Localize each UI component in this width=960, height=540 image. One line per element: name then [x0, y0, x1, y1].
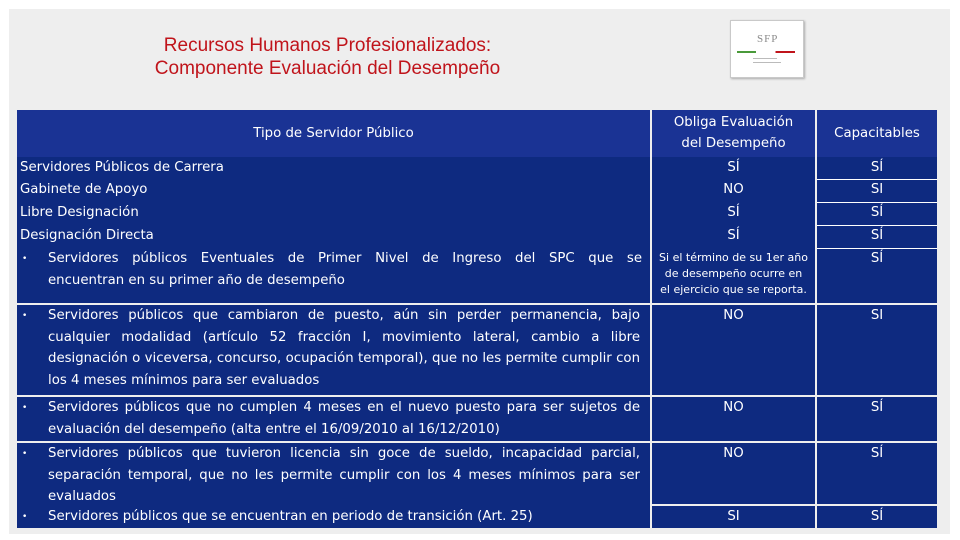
header-col2-cell [652, 110, 815, 157]
cap-row7: SÍ [870, 400, 884, 415]
header-obliga-line1: Obliga Evaluación [673, 115, 794, 130]
row8-col3 [817, 443, 937, 504]
logo-subline [753, 62, 781, 63]
bullet-icon: • [22, 512, 28, 522]
row6-text: Servidores públicos que cambiaron de puesto, aún sin perder permanencia, bajo cualquier modalidad (artículo 52 fracción I, movimiento lateral, cambio a libre designación o viceversa, concurso, ocupación temporal), que no les permite cumplir con los 4 meses mínimos para ser evaluados [48, 308, 640, 388]
cap-row9: SÍ [870, 509, 884, 524]
row9-col2 [652, 506, 815, 528]
row-divider [817, 202, 937, 203]
row9-col3 [817, 506, 937, 528]
row9-text: Servidores públicos que se encuentran en periodo de transición (Art. 25) [48, 509, 533, 524]
cap-carrera: SÍ [870, 160, 884, 175]
header-obliga-line2: del Desempeño [681, 136, 786, 151]
obliga-row7: NO [723, 400, 744, 415]
cap-directa: SÍ [870, 228, 884, 243]
bullet-icon: • [22, 311, 28, 321]
obliga-eventuales-line2: de desempeño ocurre en [664, 267, 803, 280]
logo-text: SFP [757, 33, 779, 45]
obliga-row6: NO [723, 308, 744, 323]
row7-col2 [652, 397, 815, 441]
obliga-libre: SÍ [727, 205, 740, 220]
header-tipo: Tipo de Servidor Público [253, 126, 414, 141]
row8-text: Servidores públicos que tuvieron licencia sin goce de sueldo, incapacidad parcial, separación temporal, que no les permite cumplir con los 4 meses mínimos para ser evaluados [48, 446, 640, 504]
bullet-icon: • [22, 403, 28, 413]
sfp-logo [730, 20, 804, 78]
bullet-icon: • [22, 254, 28, 264]
row-label-gabinete: Gabinete de Apoyo [20, 182, 148, 197]
title-line-2: Componente Evaluación del Desempeño [154, 58, 501, 79]
row5-line2: encuentran en su primer año de desempeño [48, 273, 345, 288]
rows-block-a-col1 [17, 157, 650, 303]
obliga-eventuales-line1: Si el término de su 1er año [659, 251, 808, 264]
logo-color-bar [737, 51, 795, 53]
logo-subline [753, 58, 777, 59]
row6-col3 [817, 305, 937, 395]
obliga-eventuales-line3: el ejercicio que se reporta. [660, 283, 807, 296]
row6-col2 [652, 305, 815, 395]
row-divider [817, 248, 937, 249]
row-label-libre: Libre Designación [20, 205, 139, 220]
row7-col3 [817, 397, 937, 441]
header-col3-cell [817, 110, 937, 157]
row5-line1: Servidores públicos Eventuales de Primer Nivel de Ingreso del SPC que se [48, 251, 642, 266]
row8-9-col1 [17, 443, 650, 528]
obliga-row9: SI [727, 509, 740, 524]
cap-row8: SÍ [870, 446, 884, 461]
bullet-icon: • [22, 449, 28, 459]
obliga-gabinete: NO [723, 182, 744, 197]
row7-text: Servidores públicos que no cumplen 4 meses en el nuevo puesto para ser sujetos de evaluación del desempeño (alta entre el 16/09/2010 al 16/12/2010) [48, 400, 640, 437]
obliga-directa: SÍ [727, 228, 740, 243]
header-capacitables: Capacitables [834, 126, 920, 141]
cap-libre: SÍ [870, 205, 884, 220]
row-label-carrera: Servidores Públicos de Carrera [20, 160, 224, 175]
row-divider [817, 225, 937, 226]
obliga-carrera: SÍ [727, 160, 740, 175]
slide-title [100, 34, 555, 80]
row-label-directa: Designación Directa [20, 228, 154, 243]
row6-col1 [17, 305, 650, 395]
row-divider [817, 179, 937, 180]
title-line-1: Recursos Humanos Profesionalizados: [163, 35, 492, 56]
cap-gabinete: SI [870, 182, 884, 197]
row8-col2 [652, 443, 815, 504]
cap-row6: SI [870, 308, 884, 323]
obliga-row8: NO [723, 446, 744, 461]
header-col1-cell [17, 110, 650, 157]
rows-block-a-col2 [652, 157, 815, 303]
cap-eventuales: SÍ [870, 251, 884, 266]
row7-col1 [17, 397, 650, 441]
